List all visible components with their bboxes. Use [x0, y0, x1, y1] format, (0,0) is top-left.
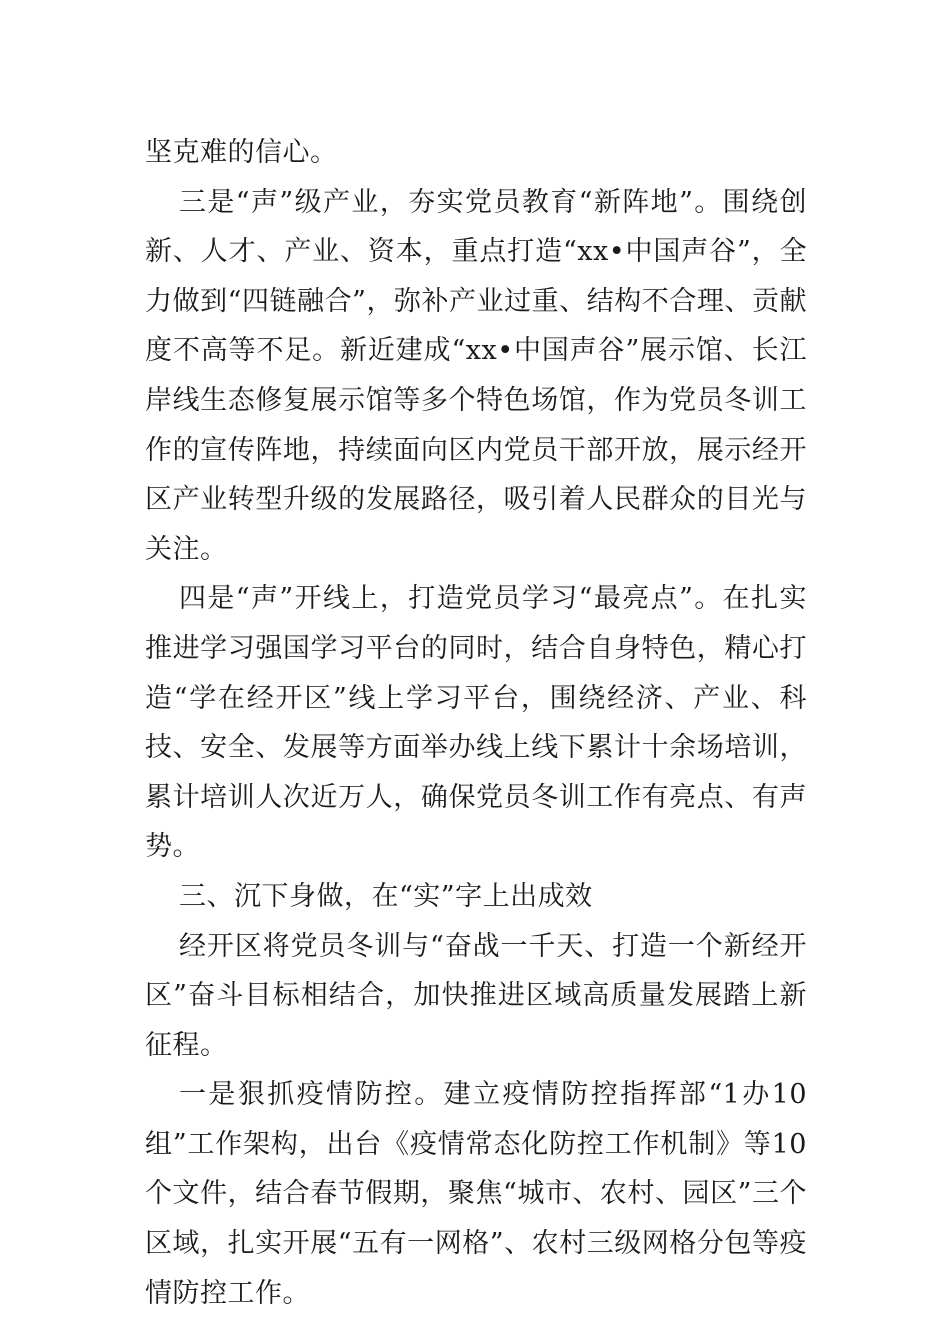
- paragraph-point-one: 一是狠抓疫情防控。建立疫情防控指挥部“1办10组”工作架构，出台《疫情常态化防控工作机制》等10个文件，结合春节假期，聚焦“城市、农村、园区”三个区域，扎实开展“五有一网格”、农村三级网格分包等疫情防控工作。: [145, 1079, 807, 1309]
- document-body: [145, 128, 807, 1318]
- paragraph-point-four: 四是“声”开线上，打造党员学习“最亮点”。在扎实推进学习强国学习平台的同时，结合自身特色，精心打造“学在经开区”线上学习平台，围绕经济、产业、科技、安全、发展等方面举办线上线下累计十余场培训，累计培训人次近万人，确保党员冬训工作有亮点、有声势。: [145, 583, 807, 863]
- paragraph-section-intro: 经开区将党员冬训与“奋战一千天、打造一个新经开区”奋斗目标相结合，加快推进区域高质量发展踏上新征程。: [145, 930, 807, 1061]
- paragraph-continuation: 坚克难的信心。: [145, 137, 338, 168]
- paragraph-point-three: 三是“声”级产业，夯实党员教育“新阵地”。围绕创新、人才、产业、资本，重点打造“xx•中国声谷”，全力做到“四链融合”，弥补产业过重、结构不合理、贡献度不高等不足。新近建成“xx•中国声谷”展示馆、长江岸线生态修复展示馆等多个特色场馆，作为党员冬训工作的宣传阵地，持续面向区内党员干部开放，展示经开区产业转型升级的发展路径，吸引着人民群众的目光与关注。: [145, 186, 807, 565]
- section-heading-three: 三、沉下身做，在“实”字上出成效: [179, 880, 593, 912]
